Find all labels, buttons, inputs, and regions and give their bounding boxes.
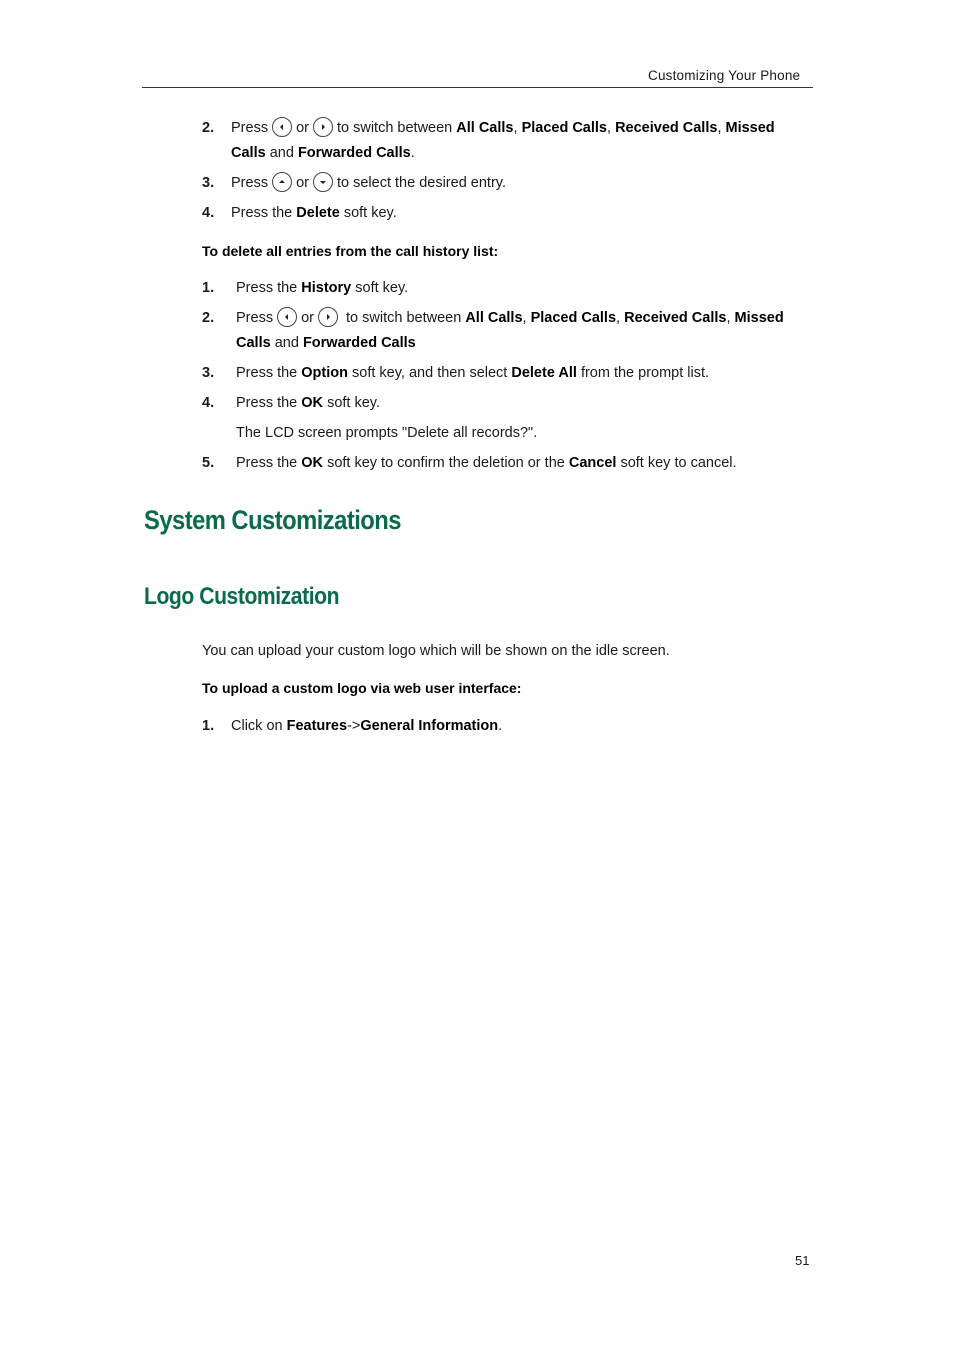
option-name: Delete All: [511, 365, 577, 381]
list-item: [236, 278, 408, 298]
text: soft key, and then select: [352, 365, 508, 381]
key-name: Placed Calls: [521, 120, 607, 136]
text: Press: [231, 120, 269, 136]
section-title: System Customizations: [144, 505, 401, 535]
text: from the prompt list.: [580, 365, 710, 381]
text: soft key to cancel.: [620, 455, 737, 471]
left-arrow-key-icon: [272, 117, 292, 137]
text: or: [296, 175, 309, 191]
text: or: [296, 120, 309, 136]
text: soft key.: [327, 395, 380, 411]
text: .: [410, 145, 415, 161]
key-name: Forwarded Calls: [302, 335, 416, 351]
text: to select the desired entry.: [336, 175, 506, 191]
key-name: Received Calls: [624, 310, 727, 326]
text: Press the: [236, 280, 298, 296]
key-name: Missed: [725, 120, 775, 136]
text: Click on: [231, 718, 283, 734]
text: Press the: [231, 205, 293, 221]
list-item-continuation: [231, 143, 415, 163]
header-rule: [142, 87, 813, 88]
list-number: 3.: [202, 175, 215, 191]
key-name: Cancel: [568, 455, 617, 471]
key-name: OK: [301, 455, 324, 471]
procedure-heading: To delete all entries from the call history list:: [202, 243, 499, 259]
list-item: [236, 453, 737, 473]
list-item-continuation: [236, 333, 416, 353]
list-item: Press or to switch between All Calls, Placed Calls, Received Calls, Missed: [236, 308, 784, 328]
text: Press: [231, 175, 269, 191]
right-arrow-key-icon: [313, 117, 333, 137]
list-item: [231, 203, 397, 223]
running-header: Customizing Your Phone: [648, 68, 801, 83]
menu-name: Features: [286, 718, 348, 734]
list-number: 1.: [202, 718, 215, 734]
text: soft key to confirm the deletion or the: [327, 455, 565, 471]
list-item: Press or to switch between All Calls, Placed Calls, Received Calls, Missed: [231, 118, 775, 138]
subsection-title: Logo Customization: [144, 583, 340, 610]
list-item: [231, 173, 506, 193]
list-item: [236, 363, 709, 383]
key-name: All Calls: [456, 120, 514, 136]
page-number: 51: [795, 1253, 810, 1268]
down-arrow-key-icon: [313, 172, 333, 192]
list-number: 1.: [202, 280, 215, 296]
key-name: Placed Calls: [530, 310, 617, 326]
text: soft key.: [355, 280, 409, 296]
list-number: 2.: [202, 120, 215, 136]
procedure-heading: To upload a custom logo via web user interface:: [202, 680, 522, 696]
key-name: All Calls: [465, 310, 523, 326]
text: Press the: [236, 365, 298, 381]
text: to switch between: [336, 120, 453, 136]
list-item: [231, 716, 502, 736]
text: Press the: [236, 395, 298, 411]
text: or: [301, 310, 314, 326]
list-number: 5.: [202, 455, 215, 471]
key-name: Missed: [734, 310, 784, 326]
key-name: Option: [301, 365, 348, 381]
list-number: 4.: [202, 205, 215, 221]
text: and: [274, 335, 299, 351]
text: soft key.: [343, 205, 397, 221]
key-name: Calls: [231, 145, 266, 161]
up-arrow-key-icon: [272, 172, 292, 192]
text: Press the: [236, 455, 298, 471]
list-number: 4.: [202, 395, 215, 411]
key-name: Received Calls: [615, 120, 718, 136]
key-name: History: [301, 280, 352, 296]
key-name: Delete: [296, 205, 340, 221]
list-item-note: The LCD screen prompts "Delete all records?".: [236, 425, 538, 441]
list-number: 2.: [202, 310, 215, 326]
key-name: Calls: [236, 335, 271, 351]
text: and: [269, 145, 294, 161]
right-arrow-key-icon: [318, 307, 338, 327]
left-arrow-key-icon: [277, 307, 297, 327]
menu-name: General Information: [360, 718, 499, 734]
text: .: [498, 718, 503, 734]
key-name: OK: [301, 395, 324, 411]
text: ->: [347, 718, 361, 734]
intro-paragraph: You can upload your custom logo which will be shown on the idle screen.: [202, 643, 670, 659]
text: Press: [236, 310, 274, 326]
list-item: [236, 393, 380, 413]
key-name: Forwarded Calls: [297, 145, 411, 161]
list-number: 3.: [202, 365, 215, 381]
text: to switch between: [346, 310, 462, 326]
